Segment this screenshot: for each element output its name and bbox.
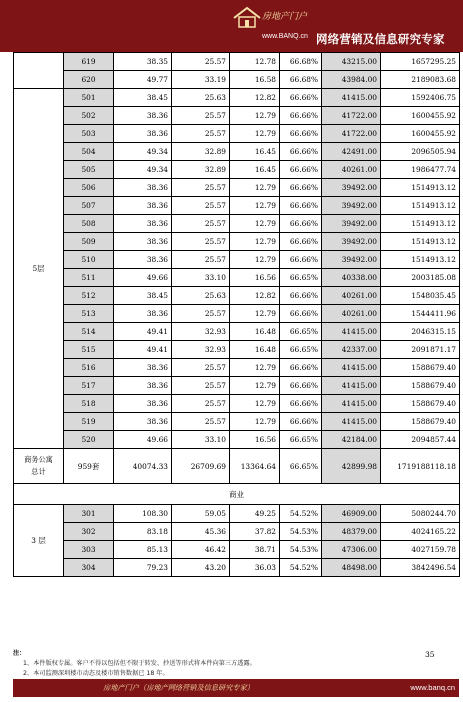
value-cell: 49.66	[114, 431, 172, 449]
footer-text: 房地产门户（房地产网络营销及信息研究专家）	[103, 683, 254, 692]
value-cell: 38.36	[114, 377, 172, 395]
unit-number-cell: 501	[64, 89, 114, 107]
unit-number-cell: 513	[64, 305, 114, 323]
value-cell: 16.48	[230, 341, 280, 359]
footer-url[interactable]: www.banq.cn	[410, 683, 455, 692]
table-row	[14, 233, 460, 251]
value-cell: 39492.00	[322, 215, 381, 233]
value-cell: 41722.00	[322, 125, 381, 143]
value-cell: 38.71	[230, 541, 280, 559]
value-cell: 39492.00	[322, 233, 381, 251]
value-cell: 54.52%	[280, 505, 322, 523]
page-footer-banner	[13, 679, 459, 697]
value-cell: 38.36	[114, 305, 172, 323]
value-cell: 33.10	[172, 269, 230, 287]
value-cell: 66.66%	[280, 287, 322, 305]
value-cell: 40261.00	[322, 287, 381, 305]
pricing-table	[13, 52, 460, 577]
value-cell: 2189083.68	[381, 71, 460, 89]
unit-number-cell: 505	[64, 161, 114, 179]
table-row	[14, 251, 460, 269]
value-cell: 33.19	[172, 71, 230, 89]
value-cell: 39492.00	[322, 179, 381, 197]
value-cell: 37.82	[230, 523, 280, 541]
unit-number-cell: 620	[64, 71, 114, 89]
note-line-1: 1、本件版权专属。客户不得以包括但不限于转发、抄送等形式将本件向第三方透露。	[23, 660, 256, 667]
value-cell: 42491.00	[322, 143, 381, 161]
value-cell: 66.66%	[280, 161, 322, 179]
unit-number-cell: 503	[64, 125, 114, 143]
value-cell: 16.58	[230, 71, 280, 89]
table-row	[14, 287, 460, 305]
value-cell: 2046315.15	[381, 323, 460, 341]
unit-number-cell: 510	[64, 251, 114, 269]
value-cell: 38.36	[114, 179, 172, 197]
value-cell: 25.57	[172, 53, 230, 71]
value-cell: 66.66%	[280, 377, 322, 395]
floor-label-cell: 5层	[14, 89, 64, 449]
table-row	[14, 431, 460, 449]
section-title: 商业	[14, 484, 460, 505]
value-cell: 49.41	[114, 323, 172, 341]
value-cell: 3842496.54	[381, 559, 460, 577]
table-row	[14, 505, 460, 523]
value-cell: 41722.00	[322, 107, 381, 125]
value-cell: 12.79	[230, 125, 280, 143]
value-cell: 32.93	[172, 341, 230, 359]
table-row	[14, 541, 460, 559]
unit-number-cell: 511	[64, 269, 114, 287]
summary-row	[14, 449, 460, 484]
value-cell: 40261.00	[322, 161, 381, 179]
note-line-2: 2、本司监测深圳楼市动态及楼市销售数据已 18 年。	[23, 670, 169, 677]
summary-label-line1: 商务公寓	[24, 455, 53, 464]
value-cell: 1588679.40	[381, 377, 460, 395]
value-cell: 66.68%	[280, 53, 322, 71]
summary-shared-cell: 13364.64	[230, 449, 280, 484]
value-cell: 38.36	[114, 197, 172, 215]
value-cell: 38.36	[114, 395, 172, 413]
value-cell: 12.82	[230, 287, 280, 305]
value-cell: 1514913.12	[381, 233, 460, 251]
unit-number-cell: 507	[64, 197, 114, 215]
value-cell: 12.79	[230, 413, 280, 431]
floor-label-cell	[14, 53, 64, 89]
house-logo-icon	[232, 6, 262, 28]
value-cell: 1657295.25	[381, 53, 460, 71]
unit-number-cell: 302	[64, 523, 114, 541]
value-cell: 16.48	[230, 323, 280, 341]
value-cell: 25.57	[172, 233, 230, 251]
table-row	[14, 125, 460, 143]
unit-number-cell: 508	[64, 215, 114, 233]
value-cell: 59.05	[172, 505, 230, 523]
value-cell: 66.66%	[280, 125, 322, 143]
table-row	[14, 377, 460, 395]
value-cell: 49.34	[114, 161, 172, 179]
value-cell: 40338.00	[322, 269, 381, 287]
value-cell: 41415.00	[322, 413, 381, 431]
unit-number-cell: 301	[64, 505, 114, 523]
summary-ratio-cell: 66.65%	[280, 449, 322, 484]
value-cell: 2091871.17	[381, 341, 460, 359]
summary-area-cell: 40074.33	[114, 449, 172, 484]
unit-number-cell: 512	[64, 287, 114, 305]
value-cell: 32.89	[172, 161, 230, 179]
value-cell: 2003185.08	[381, 269, 460, 287]
value-cell: 66.66%	[280, 143, 322, 161]
notes-title: 注：	[13, 650, 26, 657]
value-cell: 25.57	[172, 251, 230, 269]
value-cell: 1600455.92	[381, 107, 460, 125]
value-cell: 5080244.70	[381, 505, 460, 523]
value-cell: 1514913.12	[381, 179, 460, 197]
value-cell: 41415.00	[322, 359, 381, 377]
summary-label-cell	[14, 449, 64, 484]
value-cell: 46909.00	[322, 505, 381, 523]
value-cell: 12.79	[230, 395, 280, 413]
value-cell: 54.53%	[280, 523, 322, 541]
value-cell: 1986477.74	[381, 161, 460, 179]
table-row	[14, 143, 460, 161]
value-cell: 38.35	[114, 53, 172, 71]
unit-number-cell: 516	[64, 359, 114, 377]
summary-units-cell: 959套	[64, 449, 114, 484]
table-row	[14, 359, 460, 377]
table-row	[14, 523, 460, 541]
unit-number-cell: 514	[64, 323, 114, 341]
value-cell: 1588679.40	[381, 395, 460, 413]
table-row	[14, 53, 460, 71]
summary-usable-cell: 26709.69	[172, 449, 230, 484]
value-cell: 66.65%	[280, 269, 322, 287]
unit-number-cell: 515	[64, 341, 114, 359]
floor-label-cell: 3 层	[14, 505, 64, 577]
value-cell: 66.66%	[280, 233, 322, 251]
value-cell: 66.66%	[280, 179, 322, 197]
table-row	[14, 395, 460, 413]
value-cell: 49.66	[114, 269, 172, 287]
value-cell: 12.79	[230, 197, 280, 215]
value-cell: 16.56	[230, 431, 280, 449]
value-cell: 4024165.22	[381, 523, 460, 541]
value-cell: 66.66%	[280, 89, 322, 107]
value-cell: 66.66%	[280, 197, 322, 215]
value-cell: 38.36	[114, 233, 172, 251]
table-row	[14, 107, 460, 125]
unit-number-cell: 619	[64, 53, 114, 71]
section-title-row	[14, 484, 460, 505]
value-cell: 4027159.78	[381, 541, 460, 559]
pricing-table-body	[14, 53, 460, 577]
value-cell: 32.89	[172, 143, 230, 161]
value-cell: 54.53%	[280, 541, 322, 559]
value-cell: 12.79	[230, 233, 280, 251]
value-cell: 12.79	[230, 377, 280, 395]
value-cell: 66.66%	[280, 215, 322, 233]
value-cell: 38.36	[114, 125, 172, 143]
table-row	[14, 341, 460, 359]
value-cell: 49.25	[230, 505, 280, 523]
value-cell: 1514913.12	[381, 197, 460, 215]
value-cell: 49.77	[114, 71, 172, 89]
value-cell: 108.30	[114, 505, 172, 523]
brand-url: www.BANQ.cn	[262, 33, 308, 40]
value-cell: 38.45	[114, 89, 172, 107]
value-cell: 1548035.45	[381, 287, 460, 305]
unit-number-cell: 304	[64, 559, 114, 577]
table-row	[14, 179, 460, 197]
value-cell: 12.79	[230, 215, 280, 233]
value-cell: 16.56	[230, 269, 280, 287]
value-cell: 25.57	[172, 125, 230, 143]
value-cell: 25.57	[172, 197, 230, 215]
value-cell: 25.57	[172, 395, 230, 413]
summary-label-line2: 总计	[31, 467, 46, 476]
value-cell: 1514913.12	[381, 215, 460, 233]
value-cell: 1588679.40	[381, 359, 460, 377]
value-cell: 66.68%	[280, 71, 322, 89]
table-row	[14, 71, 460, 89]
value-cell: 25.63	[172, 287, 230, 305]
brand-title: 网络营销及信息研究专家	[316, 32, 445, 46]
page-number: 35	[425, 650, 435, 659]
table-row	[14, 559, 460, 577]
value-cell: 66.66%	[280, 107, 322, 125]
value-cell: 16.45	[230, 143, 280, 161]
value-cell: 2094857.44	[381, 431, 460, 449]
value-cell: 39492.00	[322, 197, 381, 215]
table-row	[14, 269, 460, 287]
value-cell: 38.36	[114, 107, 172, 125]
value-cell: 40261.00	[322, 305, 381, 323]
value-cell: 39492.00	[322, 251, 381, 269]
unit-number-cell: 518	[64, 395, 114, 413]
value-cell: 66.66%	[280, 413, 322, 431]
value-cell: 12.79	[230, 359, 280, 377]
value-cell: 45.36	[172, 523, 230, 541]
value-cell: 66.66%	[280, 251, 322, 269]
value-cell: 25.57	[172, 413, 230, 431]
unit-number-cell: 520	[64, 431, 114, 449]
value-cell: 12.78	[230, 53, 280, 71]
value-cell: 46.42	[172, 541, 230, 559]
unit-number-cell: 519	[64, 413, 114, 431]
value-cell: 1544411.96	[381, 305, 460, 323]
value-cell: 2096505.94	[381, 143, 460, 161]
brand-name: 房地产门户	[262, 12, 308, 22]
table-row	[14, 161, 460, 179]
summary-total-cell: 1719188118.18	[381, 449, 460, 484]
value-cell: 38.36	[114, 251, 172, 269]
value-cell: 66.66%	[280, 305, 322, 323]
value-cell: 41415.00	[322, 323, 381, 341]
value-cell: 25.57	[172, 305, 230, 323]
value-cell: 66.65%	[280, 323, 322, 341]
value-cell: 38.36	[114, 359, 172, 377]
value-cell: 85.13	[114, 541, 172, 559]
value-cell: 41415.00	[322, 377, 381, 395]
value-cell: 12.79	[230, 305, 280, 323]
value-cell: 12.82	[230, 89, 280, 107]
unit-number-cell: 502	[64, 107, 114, 125]
value-cell: 43.20	[172, 559, 230, 577]
unit-number-cell: 506	[64, 179, 114, 197]
summary-price-cell: 42899.98	[322, 449, 381, 484]
notes-block	[13, 649, 256, 679]
value-cell: 38.36	[114, 215, 172, 233]
value-cell: 1592406.75	[381, 89, 460, 107]
value-cell: 41415.00	[322, 89, 381, 107]
value-cell: 25.63	[172, 89, 230, 107]
value-cell: 79.23	[114, 559, 172, 577]
value-cell: 1600455.92	[381, 125, 460, 143]
value-cell: 38.45	[114, 287, 172, 305]
value-cell: 66.66%	[280, 359, 322, 377]
value-cell: 33.10	[172, 431, 230, 449]
unit-number-cell: 504	[64, 143, 114, 161]
value-cell: 25.57	[172, 359, 230, 377]
value-cell: 66.65%	[280, 431, 322, 449]
unit-number-cell: 509	[64, 233, 114, 251]
value-cell: 25.57	[172, 179, 230, 197]
value-cell: 12.79	[230, 179, 280, 197]
unit-number-cell: 303	[64, 541, 114, 559]
value-cell: 36.03	[230, 559, 280, 577]
value-cell: 66.65%	[280, 341, 322, 359]
unit-number-cell: 517	[64, 377, 114, 395]
value-cell: 49.34	[114, 143, 172, 161]
value-cell: 66.66%	[280, 395, 322, 413]
value-cell: 1514913.12	[381, 251, 460, 269]
value-cell: 12.79	[230, 107, 280, 125]
value-cell: 43215.00	[322, 53, 381, 71]
value-cell: 42337.00	[322, 341, 381, 359]
table-row	[14, 305, 460, 323]
value-cell: 16.45	[230, 161, 280, 179]
value-cell: 43984.00	[322, 71, 381, 89]
value-cell: 42184.00	[322, 431, 381, 449]
table-row	[14, 215, 460, 233]
table-row	[14, 413, 460, 431]
value-cell: 38.36	[114, 413, 172, 431]
value-cell: 41415.00	[322, 395, 381, 413]
value-cell: 25.57	[172, 215, 230, 233]
table-row	[14, 323, 460, 341]
value-cell: 49.41	[114, 341, 172, 359]
value-cell: 47306.00	[322, 541, 381, 559]
value-cell: 25.57	[172, 377, 230, 395]
value-cell: 1588679.40	[381, 413, 460, 431]
page-header-banner	[0, 0, 463, 52]
value-cell: 48379.00	[322, 523, 381, 541]
value-cell: 83.18	[114, 523, 172, 541]
value-cell: 54.52%	[280, 559, 322, 577]
value-cell: 12.79	[230, 251, 280, 269]
table-row	[14, 197, 460, 215]
value-cell: 25.57	[172, 107, 230, 125]
value-cell: 48498.00	[322, 559, 381, 577]
value-cell: 32.93	[172, 323, 230, 341]
table-row	[14, 89, 460, 107]
